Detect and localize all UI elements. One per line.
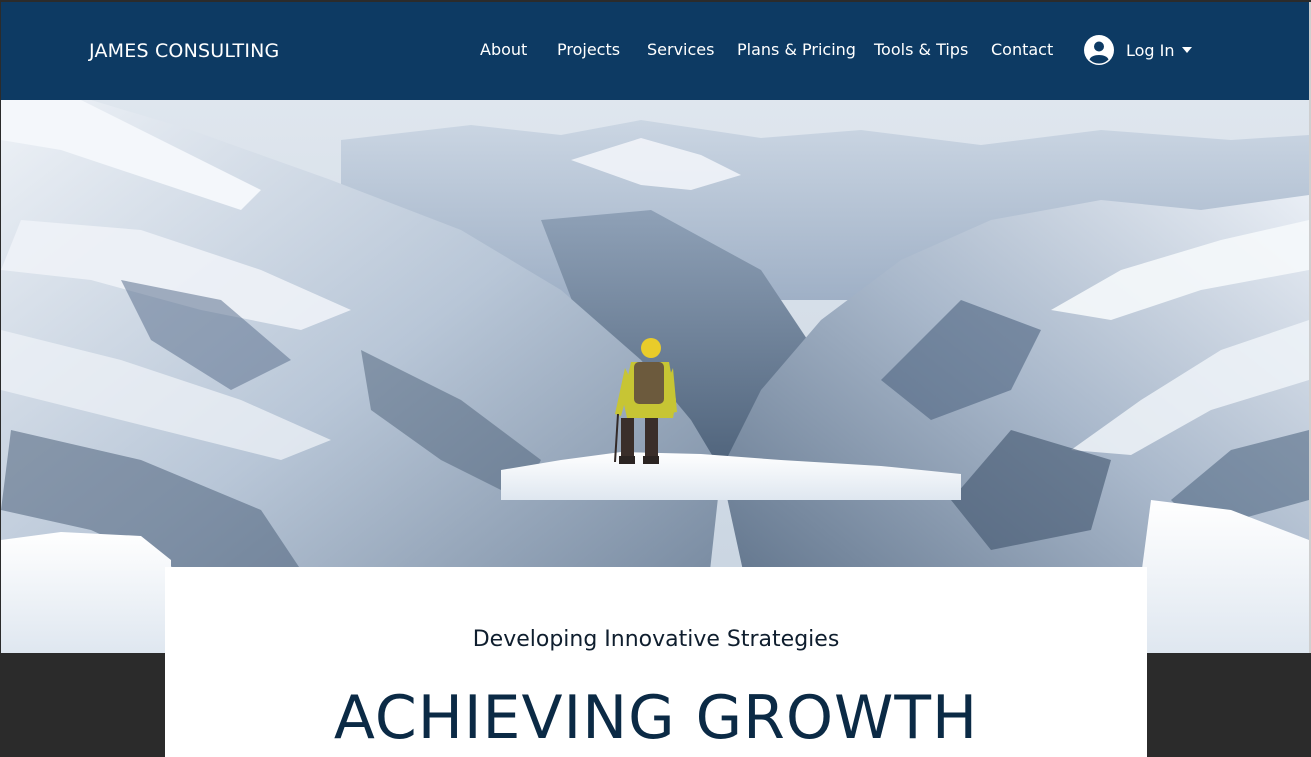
hero-headline: ACHIEVING GROWTH [333, 683, 979, 753]
nav-services[interactable]: Services [647, 40, 715, 59]
page [1, 2, 1309, 753]
login-button[interactable] [1084, 34, 1192, 66]
nav-plans-pricing[interactable]: Plans & Pricing [737, 40, 856, 59]
nav-projects[interactable]: Projects [557, 40, 621, 59]
hero-text-card [165, 567, 1147, 757]
login-label: Log In [1126, 40, 1175, 60]
nav-about[interactable]: About [480, 40, 528, 59]
chevron-down-icon [1182, 47, 1192, 54]
site-logo-text[interactable]: JAMES CONSULTING [89, 40, 280, 62]
hero-image [1, 100, 1309, 753]
nav-contact[interactable]: Contact [991, 40, 1054, 59]
nav-tools-tips[interactable]: Tools & Tips [874, 40, 969, 59]
site-header [1, 2, 1309, 100]
hero-subtitle: Developing Innovative Strategies [472, 627, 840, 652]
user-avatar-icon [1084, 35, 1114, 65]
